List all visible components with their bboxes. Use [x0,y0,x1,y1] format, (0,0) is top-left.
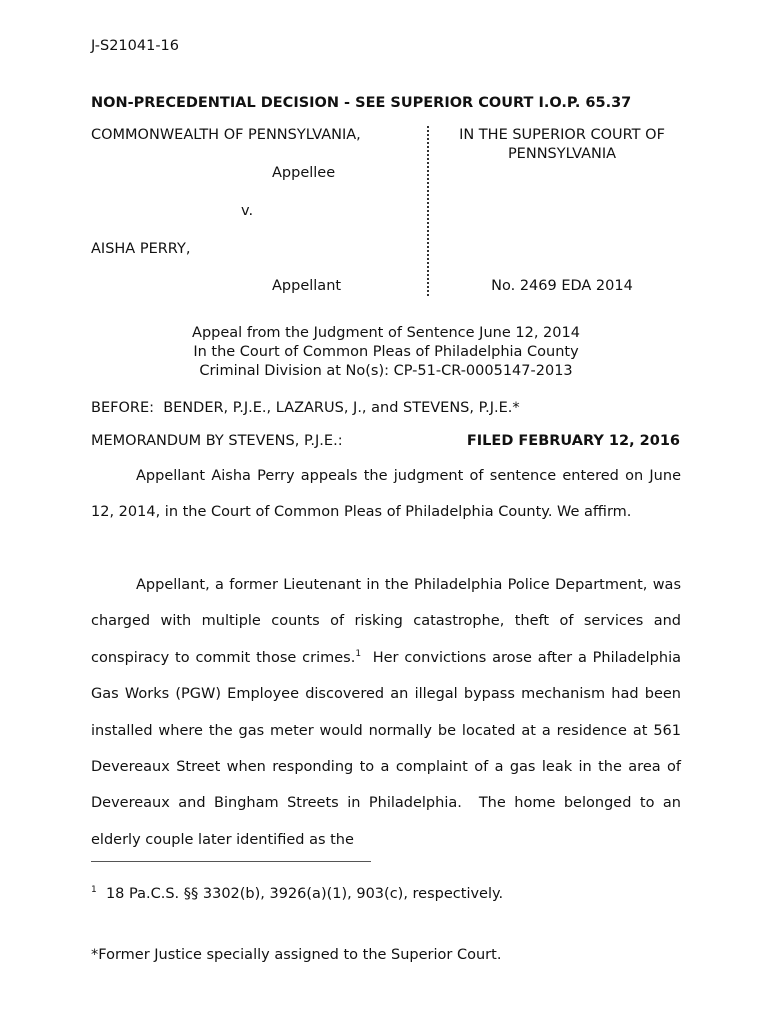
paragraph-2-text-b: Her convictions arose after a Philadelphia Gas Works (PGW) Employee discovered an illegal bypass mechanism had been installed where the gas meter would normally be located at a residence at 561 Devereaux Street when responding to a complaint of a gas leak in the area of Devereaux and Bingham Streets in Philadelphia. The home belonged to an elderly couple later identified as the [91,649,686,848]
paragraph-1-text: Appellant Aisha Perry appeals the judgment of sentence entered on June 12, 2014, in the Court of Common Pleas of Philadelphia County. We affirm. [91,468,681,521]
versus-label: v. [241,203,254,219]
body-paragraph-2 [91,567,686,858]
court-name-line1: IN THE SUPERIOR COURT OF [459,127,665,143]
footnote-separator [91,861,371,862]
appeal-line3: Criminal Division at No(s): CP-51-CR-0005147-2013 [199,363,573,379]
body-paragraph-1 [91,458,681,531]
appellee-role: Appellee [272,165,336,181]
footnote-1-mark: 1 [91,885,97,895]
before-panel: BEFORE: BENDER, P.J.E., LAZARUS, J., and STEVENS, P.J.E.* [91,400,520,416]
court-name-line2: PENNSYLVANIA [507,146,617,162]
paragraph-2-text-a: Appellant, a former Lieutenant in the Philadelphia Police Department, was charged with multiple counts of risking catastrophe, theft of services and conspiracy to commit those crimes. [91,577,681,666]
caption-court [432,126,692,296]
footnote-star: *Former Justice specially assigned to the Superior Court. [91,947,502,963]
footnote-ref-1[interactable]: 1 [355,648,362,659]
caption-divider [427,126,429,296]
appeal-line1: Appeal from the Judgment of Sentence June 12, 2014 [192,325,580,341]
docket-code: J-S21041-16 [91,38,180,54]
footnote-1 [91,885,503,903]
appellant-role: Appellant [272,278,342,294]
memorandum-author: MEMORANDUM BY STEVENS, P.J.E.: [91,433,343,449]
case-number: No. 2469 EDA 2014 [491,278,633,294]
footnote-1-text: 18 Pa.C.S. §§ 3302(b), 3926(a)(1), 903(c), respectively. [105,886,504,902]
caption-parties [91,126,421,296]
appeal-line2: In the Court of Common Pleas of Philadelphia County [193,344,579,360]
party-appellant-name: AISHA PERRY, [91,241,191,257]
party-commonwealth: COMMONWEALTH OF PENNSYLVANIA, [91,127,361,143]
non-precedential-notice: NON-PRECEDENTIAL DECISION - SEE SUPERIOR COURT I.O.P. 65.37 [91,95,632,111]
filed-date: FILED FEBRUARY 12, 2016 [466,433,680,449]
